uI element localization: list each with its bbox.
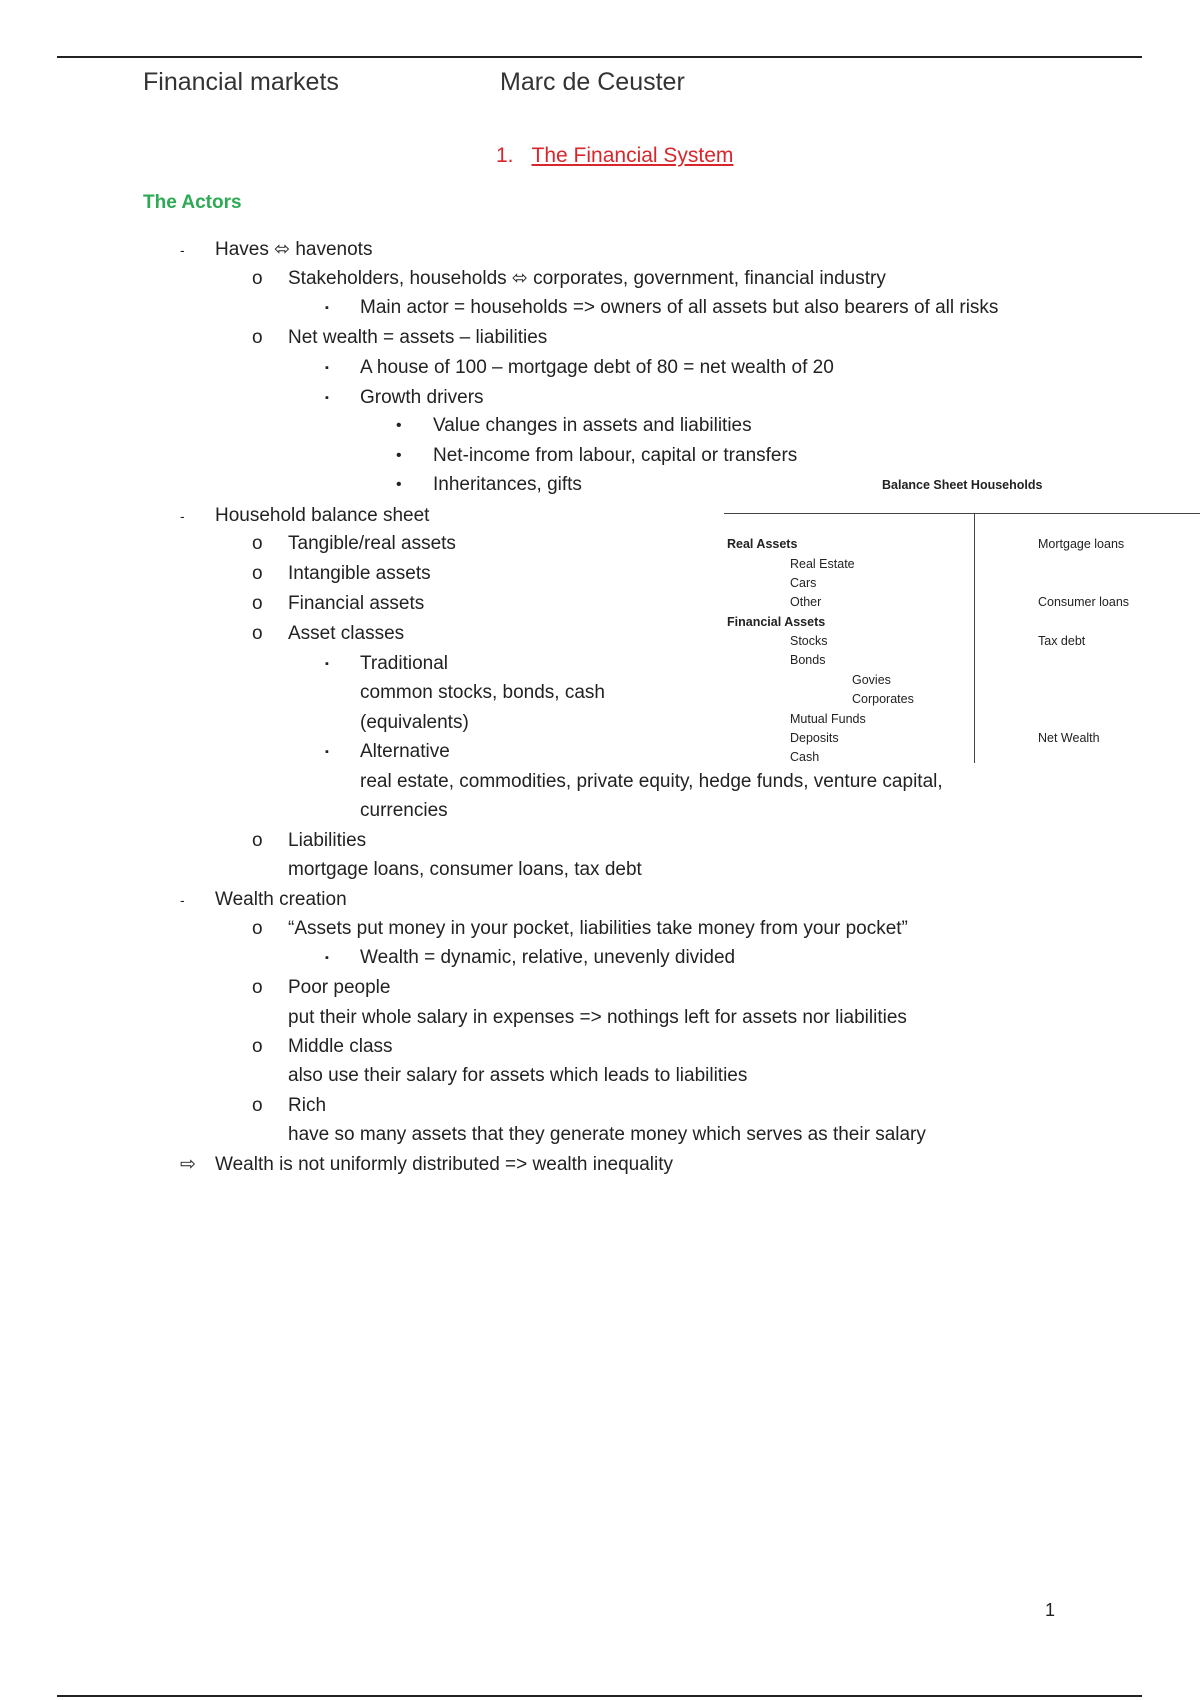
list-marker: ▪ bbox=[325, 392, 329, 404]
bs-cash: Cash bbox=[790, 750, 820, 764]
list-item: Middle class bbox=[288, 1036, 393, 1057]
list-item: also use their salary for assets which leads to liabilities bbox=[288, 1065, 748, 1086]
list-item: A house of 100 – mortgage debt of 80 = net wealth of 20 bbox=[360, 357, 834, 378]
list-item: put their whole salary in expenses => nothings left for assets nor liabilities bbox=[288, 1007, 907, 1028]
bs-corporates: Corporates bbox=[852, 692, 914, 706]
arrow-marker: ⇨ bbox=[180, 1154, 196, 1175]
list-item: Growth drivers bbox=[360, 387, 484, 408]
list-marker: - bbox=[180, 242, 185, 258]
list-item: Financial assets bbox=[288, 593, 425, 614]
list-item: Intangible assets bbox=[288, 563, 431, 584]
balance-sheet-divider bbox=[724, 513, 1200, 514]
bs-net-wealth: Net Wealth bbox=[1038, 731, 1100, 745]
list-item: currencies bbox=[360, 800, 448, 821]
list-marker: o bbox=[252, 327, 263, 348]
bs-financial-assets: Financial Assets bbox=[727, 615, 826, 629]
list-item: Main actor = households => owners of all assets but also bearers of all risks bbox=[360, 297, 999, 318]
list-item: Inheritances, gifts bbox=[433, 474, 582, 495]
list-marker: ▪ bbox=[325, 952, 329, 964]
bs-cars: Cars bbox=[790, 576, 817, 590]
list-item: real estate, commodities, private equity, hedge funds, venture capital, bbox=[360, 771, 943, 792]
list-item: Net wealth = assets – liabilities bbox=[288, 327, 548, 348]
header-course: Financial markets bbox=[143, 68, 339, 96]
bs-other: Other bbox=[790, 595, 822, 609]
list-marker: o bbox=[252, 593, 263, 614]
bs-bonds: Bonds bbox=[790, 653, 826, 667]
list-item: Wealth = dynamic, relative, unevenly divided bbox=[360, 947, 736, 968]
list-marker: o bbox=[252, 1036, 263, 1057]
list-marker: o bbox=[252, 1095, 263, 1116]
page-number: 1 bbox=[1045, 1600, 1056, 1620]
bs-deposits: Deposits bbox=[790, 731, 839, 745]
list-item: Liabilities bbox=[288, 830, 367, 851]
list-marker: o bbox=[252, 830, 263, 851]
list-marker: • bbox=[396, 417, 402, 434]
chapter-heading bbox=[496, 144, 733, 168]
list-item: have so many assets that they generate money which serves as their salary bbox=[288, 1124, 926, 1145]
list-item: Value changes in assets and liabilities bbox=[433, 415, 752, 436]
list-item: Asset classes bbox=[288, 623, 405, 644]
list-marker: ▪ bbox=[325, 658, 329, 670]
list-marker: o bbox=[252, 918, 263, 939]
list-marker: o bbox=[252, 533, 263, 554]
list-item: Stakeholders, households ⬄ corporates, government, financial industry bbox=[288, 268, 886, 289]
list-item: Tangible/real assets bbox=[288, 533, 456, 554]
header-author: Marc de Ceuster bbox=[500, 68, 685, 96]
list-item: Wealth is not uniformly distributed => wealth inequality bbox=[215, 1154, 674, 1175]
bs-mortgage-loans: Mortgage loans bbox=[1038, 537, 1125, 551]
list-item: “Assets put money in your pocket, liabilities take money from your pocket” bbox=[288, 918, 908, 939]
list-marker: • bbox=[396, 476, 402, 493]
balance-sheet-column-divider bbox=[974, 513, 975, 763]
chapter-title: The Financial System bbox=[531, 144, 734, 167]
bottom-rule bbox=[57, 1695, 1142, 1697]
list-marker: - bbox=[180, 508, 185, 524]
list-marker: ▪ bbox=[325, 746, 329, 758]
chapter-number: 1. bbox=[496, 144, 514, 167]
section-title: The Actors bbox=[143, 192, 242, 213]
list-item: Traditional bbox=[360, 653, 449, 674]
list-item: Alternative bbox=[360, 741, 450, 762]
list-marker: • bbox=[396, 447, 402, 464]
list-marker: - bbox=[180, 892, 185, 908]
bs-consumer-loans: Consumer loans bbox=[1038, 595, 1130, 609]
list-marker: ▪ bbox=[325, 362, 329, 374]
list-item: Net-income from labour, capital or transfers bbox=[433, 445, 798, 466]
list-marker: o bbox=[252, 563, 263, 584]
list-item: Household balance sheet bbox=[215, 505, 430, 526]
bs-real-estate: Real Estate bbox=[790, 557, 855, 571]
list-marker: o bbox=[252, 977, 263, 998]
list-item: Haves ⬄ havenots bbox=[215, 239, 373, 260]
balance-sheet-title: Balance Sheet Households bbox=[882, 478, 1043, 492]
list-item: Wealth creation bbox=[215, 889, 347, 910]
bs-tax-debt: Tax debt bbox=[1038, 634, 1086, 648]
list-item: (equivalents) bbox=[360, 712, 469, 733]
balance-sheet-figure bbox=[720, 470, 1200, 770]
bs-real-assets: Real Assets bbox=[727, 537, 798, 551]
list-marker: o bbox=[252, 623, 263, 644]
list-item: Poor people bbox=[288, 977, 391, 998]
bs-stocks: Stocks bbox=[790, 634, 828, 648]
list-item: Rich bbox=[288, 1095, 327, 1116]
list-marker: o bbox=[252, 268, 263, 289]
list-marker: ▪ bbox=[325, 302, 329, 314]
list-item: common stocks, bonds, cash bbox=[360, 682, 605, 703]
list-item: mortgage loans, consumer loans, tax debt bbox=[288, 859, 642, 880]
top-rule bbox=[57, 56, 1142, 58]
bs-govies: Govies bbox=[852, 673, 891, 687]
bs-mutual-funds: Mutual Funds bbox=[790, 712, 866, 726]
